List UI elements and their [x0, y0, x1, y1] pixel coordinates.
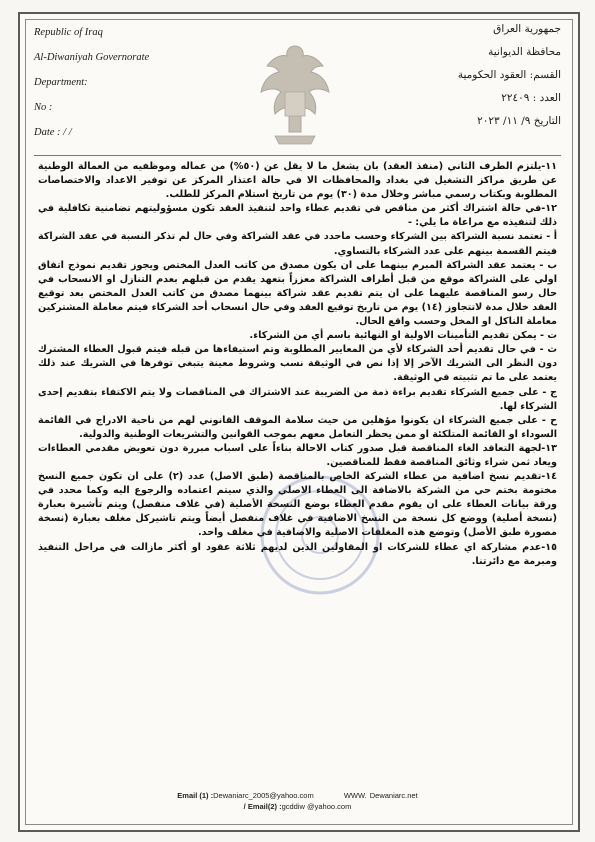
- header-english: [34, 20, 214, 145]
- clause-13: ١٣-لجهة التعاقد الغاء المناقصة قبل صدور كتاب الاحالة بناءاً على اسباب مبررة دون تعويض مقدمي العطاءات ويعاد ثمن شراء وثائق المناقصة فقط للمناقصين.: [38, 442, 557, 468]
- email-2-address[interactable]: gcddiw @yahoo.com: [281, 802, 352, 811]
- date-en: Date : / /: [34, 127, 72, 138]
- clause-12-t: ت - يمكن تقديم التأمينات الاولية او النهائية باسم أي من الشركاء.: [249, 330, 557, 342]
- department-en: Department:: [34, 77, 88, 88]
- department-ar: القسم: العقود الحكومية: [457, 69, 561, 81]
- iraq-eagle-emblem-icon: [255, 40, 335, 150]
- email-1: [177, 791, 313, 800]
- email-2: [244, 802, 352, 811]
- date-ar: التاريخ ٩/ ١١/ ٢٠٢٣: [477, 115, 561, 127]
- clause-12: ١٢-في حالة اشتراك أكثر من مناقص في تقديم عطاء واحد لتنفيذ العقد تكون مسؤوليتهم تضامنية تكافلية في ذلك لتنفيذه مع مراعاة ما يلي: -: [38, 203, 557, 229]
- clause-12-j: ج - على جميع الشركاء تقديم براءة ذمة من الضريبة عند الاشتراك في المناقصات ولا يتم الاكتفاء بتقديم إحدى الشركاء لها.: [38, 386, 557, 412]
- page-footer: [0, 790, 595, 812]
- header-arabic: [391, 18, 561, 133]
- header-divider: [34, 155, 561, 156]
- clause-15: ١٥-عدم مشاركة اي عطاء للشركات او المقاولين الذين لديهم ثلاثة عقود او أكثر مازالت في مراحل التنفيذ ومبرمة مع دائرتنا.: [38, 541, 557, 567]
- clause-12-a: أ - تعتمد نسبة الشراكة بين الشركاء وحسب ماحدد في عقد الشراكة وفي حال لم تذكر النسبة في عقد الشراكة فيتم القسمة بينهم على عدد الشركاء بالتساوي.: [38, 231, 557, 257]
- governorate-en: Al-Diwaniyah Governorate: [34, 52, 150, 63]
- clause-12-th: ث - في حال تقديم أحد الشركاء لأي من المعايير المطلوبة وتم استيفاءها من قبله فيتم قبول العطاء المشترك دون النظر الى الشريك الآخر إلا إذا نص في الوثيقة نسب وشروط معينة يتبغي توفرها في الشريك عند ذلك يعتمد على ما تم تثبيته في الوثيقة.: [38, 344, 557, 384]
- conditions-text: [38, 160, 557, 569]
- website: [344, 791, 418, 800]
- footer-row-1: [0, 790, 595, 801]
- country-en: Republic of Iraq: [34, 27, 103, 38]
- clause-12-b: ب - يعتمد عقد الشراكة المبرم بينهما على ان يكون مصدق من كاتب العدل المختص ويجوز تقديم نموذج اتفاق اولي على الشراكة موقع من قبل أطراف الشراكة معززاً بتعهد يقدم من قبلهم بعدم التنازل او الانسحاب في حال رسو المناقصة عليهما على ان يتم تقديم عقد شراكة بينهما مصدق من كاتب العدل المختص بعد توقيع العقد خلال مدة لاتتجاوز (١٤) يوم من تاريخ توقيع العقد وفي حال انسحاب أحد الشركاء فيتم معاملة المشتركين معاملة الناكل او المخل وحسب واقع الحال.: [38, 259, 557, 328]
- website-address[interactable]: Dewaniarc.net: [369, 791, 418, 800]
- footer-row-2: [0, 801, 595, 812]
- number-ar: العدد : ٢٢٤٠٩: [501, 92, 561, 104]
- clause-11: ١١-يلتزم الطرف الثاني (منفذ العقد) بان يشغل ما لا يقل عن (٥٠%) من عماله وموظفيه من العمالة الوطنية عن طريق مراكز التشغيل في بغداد والمحافظات الا في حالة اعتذار المركز عن توفير الاعداد والاختصاصات المطلوبة وبكتاب رسمي مباشر وخلال مدة (٣٠) يوم من تاريخ استلام المركز للطلب.: [38, 161, 557, 201]
- website-label: WWW.: [343, 791, 367, 800]
- email-2-label: / Email(2) :: [243, 802, 282, 811]
- clause-14: ١٤-تقديم نسخ اضافية من عطاء الشركة الخاص بالمناقصة (طبق الاصل) عدد (٢) على ان تكون جميع النسخ مختومة بختم حي من الشركة بالاضافة الى العطاء الاصلي والذي سيتم اعتماده والرجوع اليه وكما محدد في ورقة بيانات العطاء على ان يقوم مقدم العطاء بوضع النسخة الأصلية (في غلاف منفصل) ويتم تأشيرة بعبارة (نسخة أصلية) ووضع كل نسخة من النسخ الاضافية في غلاف منفصل أيضاً ويتم تاشيرکل مغلف بعبارة (نسخة مصورة طبق الأصل) وتوضع هذه المغلفات الاصلية والاضافية في مغلف واحد.: [38, 471, 558, 539]
- email-1-label: Email (1) :: [177, 791, 214, 800]
- country-ar: جمهورية العراق: [493, 23, 561, 35]
- governorate-ar: محافظة الديوانية: [488, 46, 561, 58]
- email-1-address[interactable]: Dewaniarc_2005@yahoo.com: [213, 791, 314, 800]
- clause-12-h: ح - على جميع الشركاء ان يكونوا مؤهلين من حيث سلامة الموقف القانوني لهم من ناحية الادراج في القائمة السوداء او القائمة المتلكئة او ممن يحظر التعامل معهم بموجب القوانين والتشريعات الوطنية والدولية.: [38, 414, 557, 440]
- number-en: No :: [34, 102, 53, 113]
